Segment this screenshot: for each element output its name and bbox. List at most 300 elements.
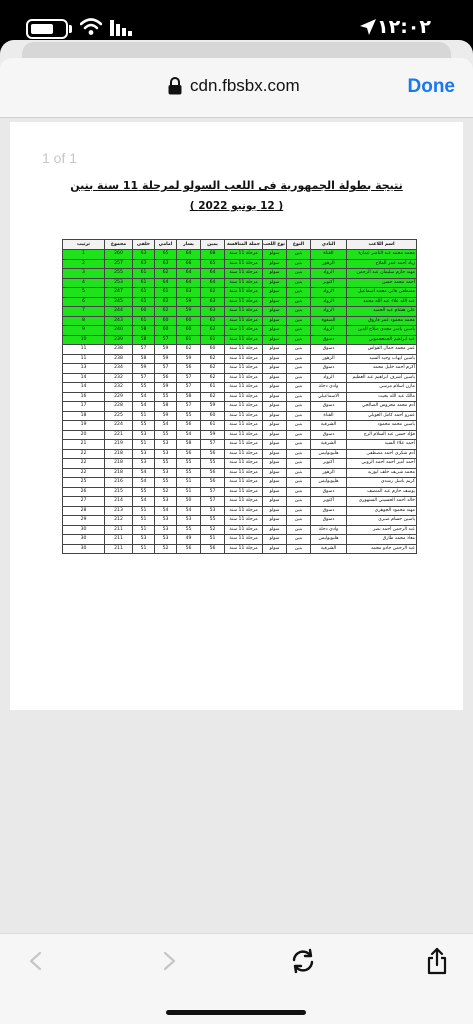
share-icon (426, 947, 448, 975)
table-cell: 13 (63, 364, 105, 374)
table-cell: 58 (133, 335, 155, 345)
table-row (63, 506, 417, 516)
table-cell: الزهور (311, 259, 347, 269)
table-cell: 30 (63, 544, 105, 554)
table-cell: سولو (263, 516, 287, 526)
table-cell: 240 (105, 326, 133, 336)
table-cell: 17 (63, 402, 105, 412)
table-row (63, 335, 417, 345)
table-cell: وادي دجلة (311, 383, 347, 393)
player-name-cell: عبد الله علاء عبد الله محمد (347, 297, 417, 307)
table-cell: 55 (177, 468, 201, 478)
table-cell: مرحلة 11 سنة (225, 383, 263, 393)
table-cell: 58 (177, 440, 201, 450)
table-cell: 55 (201, 459, 225, 469)
column-header: مجموع (105, 240, 133, 250)
table-cell: 56 (177, 449, 201, 459)
table-cell: 51 (177, 478, 201, 488)
table-cell: مرحلة 11 سنة (225, 259, 263, 269)
table-cell: 54 (133, 497, 155, 507)
table-row (63, 468, 417, 478)
table-row (63, 297, 417, 307)
table-cell: 59 (155, 345, 177, 355)
table-cell: 54 (133, 392, 155, 402)
table-cell: بنين (287, 535, 311, 545)
table-cell: 62 (201, 316, 225, 326)
table-cell: 229 (105, 392, 133, 402)
table-cell: 55 (177, 525, 201, 535)
player-name-cell: آدم محمد محروس الصالحي (347, 402, 417, 412)
table-cell: الشرقية (311, 544, 347, 554)
table-row (63, 525, 417, 535)
table-cell: سولو (263, 497, 287, 507)
table-cell: 53 (155, 525, 177, 535)
table-row (63, 354, 417, 364)
table-cell: 56 (201, 468, 225, 478)
table-cell: سولو (263, 259, 287, 269)
player-name-cell: زياد أحمد عمر الملاح (347, 259, 417, 269)
table-cell: 58 (155, 402, 177, 412)
table-cell: 55 (177, 411, 201, 421)
table-cell: بنين (287, 326, 311, 336)
table-cell: سولو (263, 525, 287, 535)
table-cell: 53 (155, 497, 177, 507)
table-cell: 57 (133, 373, 155, 383)
table-cell: 57 (201, 440, 225, 450)
table-cell: 60 (177, 316, 201, 326)
table-cell: 57 (155, 335, 177, 345)
table-cell: 53 (155, 468, 177, 478)
table-cell: 215 (105, 487, 133, 497)
table-cell: 25 (63, 478, 105, 488)
table-row (63, 250, 417, 260)
table-cell: بنين (287, 354, 311, 364)
player-name-cell: عبد ابراهيم الجمعجموني (347, 335, 417, 345)
table-cell: 59 (177, 307, 201, 317)
table-cell: مرحلة 11 سنة (225, 250, 263, 260)
table-cell: سولو (263, 345, 287, 355)
table-cell: 62 (201, 354, 225, 364)
table-cell: بنين (287, 288, 311, 298)
table-cell: 1 (63, 250, 105, 260)
table-cell: 59 (177, 297, 201, 307)
table-row (63, 383, 417, 393)
table-cell: مرحلة 11 سنة (225, 459, 263, 469)
player-name-cell: كريم باسل رشدي (347, 478, 417, 488)
table-row (63, 269, 417, 279)
player-name-cell: معاذ محمد طارق (347, 535, 417, 545)
table-cell: أكتوبر (311, 497, 347, 507)
table-cell: 257 (105, 259, 133, 269)
table-cell: 54 (133, 478, 155, 488)
table-cell: هليوبوليس (311, 478, 347, 488)
table-cell: 224 (105, 421, 133, 431)
table-cell: 61 (201, 335, 225, 345)
table-cell: بنين (287, 345, 311, 355)
table-cell: 62 (155, 269, 177, 279)
table-cell: 221 (105, 430, 133, 440)
player-name-cell: محمد شريف خلف ابوزيد (347, 468, 417, 478)
table-cell: مرحلة 11 سنة (225, 316, 263, 326)
table-row (63, 478, 417, 488)
table-cell: بنين (287, 468, 311, 478)
table-cell: 53 (133, 430, 155, 440)
table-cell: 51 (133, 411, 155, 421)
table-row (63, 373, 417, 383)
column-header: امامي (155, 240, 177, 250)
table-cell: مرحلة 11 سنة (225, 478, 263, 488)
table-cell: 14 (63, 383, 105, 393)
table-cell: مرحلة 11 سنة (225, 516, 263, 526)
table-cell: 59 (201, 402, 225, 412)
player-name-cell: ياسين أشرف ابراهيم عبد العظيم (347, 373, 417, 383)
table-cell: 65 (201, 259, 225, 269)
table-cell: 53 (133, 535, 155, 545)
table-row (63, 449, 417, 459)
player-name-cell: أكرم أحمد خليل محمد (347, 364, 417, 374)
player-name-cell: فؤاد حسن عبد السلام الزج (347, 430, 417, 440)
table-cell: بنين (287, 383, 311, 393)
table-cell: مرحلة 11 سنة (225, 421, 263, 431)
table-cell: 234 (105, 364, 133, 374)
table-cell: 64 (201, 278, 225, 288)
table-cell: 22 (63, 459, 105, 469)
table-cell: 51 (133, 506, 155, 516)
table-cell: 61 (201, 421, 225, 431)
table-cell: 55 (155, 430, 177, 440)
table-cell: 53 (133, 449, 155, 459)
signal-icon (110, 20, 134, 36)
table-cell: 68 (201, 250, 225, 260)
column-header: النادي (311, 240, 347, 250)
table-cell: 55 (133, 487, 155, 497)
table-cell: مرحلة 11 سنة (225, 364, 263, 374)
table-cell: 62 (201, 392, 225, 402)
table-cell: 52 (155, 544, 177, 554)
table-cell: 54 (177, 430, 201, 440)
table-cell: 59 (155, 383, 177, 393)
player-name-cell: عبد الرحمن أحمد نصر (347, 525, 417, 535)
table-cell: دسوق (311, 402, 347, 412)
table-cell: 51 (201, 535, 225, 545)
battery-tip (69, 25, 72, 33)
table-cell: سولو (263, 487, 287, 497)
table-cell: 59 (155, 411, 177, 421)
table-cell: بنين (287, 440, 311, 450)
player-name-cell: مازن اسلام مرسي (347, 383, 417, 393)
table-cell: 62 (201, 373, 225, 383)
url-bar[interactable] (168, 76, 300, 96)
table-cell: 53 (155, 440, 177, 450)
player-name-cell: مهند حازم سليمان عبد الرحمن (347, 269, 417, 279)
table-cell: 216 (105, 478, 133, 488)
table-cell: 56 (201, 478, 225, 488)
table-cell: 218 (105, 449, 133, 459)
table-cell: 56 (155, 373, 177, 383)
table-row (63, 459, 417, 469)
table-cell: 14 (63, 373, 105, 383)
table-row (63, 259, 417, 269)
table-cell: 28 (63, 506, 105, 516)
table-cell: بنين (287, 411, 311, 421)
table-cell: 62 (155, 307, 177, 317)
table-cell: 51 (133, 544, 155, 554)
player-name-cell: عمرو أحمد كامل العويلي (347, 411, 417, 421)
table-cell: 56 (177, 364, 201, 374)
table-cell: 55 (177, 459, 201, 469)
table-cell: 59 (133, 364, 155, 374)
table-cell: 16 (63, 392, 105, 402)
chevron-left-icon (28, 951, 42, 971)
table-cell: 10 (63, 335, 105, 345)
table-cell: مرحلة 11 سنة (225, 354, 263, 364)
table-cell: مرحلة 11 سنة (225, 449, 263, 459)
table-cell: 21 (63, 440, 105, 450)
table-cell: سولو (263, 373, 287, 383)
table-cell: سولو (263, 392, 287, 402)
table-cell: سولو (263, 316, 287, 326)
table-cell: 58 (133, 354, 155, 364)
table-cell: 218 (105, 468, 133, 478)
table-cell: 255 (105, 269, 133, 279)
table-cell: 239 (105, 335, 133, 345)
table-cell: مرحلة 11 سنة (225, 278, 263, 288)
table-cell: مرحلة 11 سنة (225, 373, 263, 383)
table-cell: الشرقية (311, 440, 347, 450)
table-cell: 56 (177, 544, 201, 554)
table-cell: 54 (133, 402, 155, 412)
table-cell: الرواد (311, 288, 347, 298)
table-cell: 60 (133, 307, 155, 317)
table-cell: 53 (201, 506, 225, 516)
table-cell: القناة (311, 250, 347, 260)
table-cell: 22 (63, 468, 105, 478)
table-cell: مرحلة 11 سنة (225, 487, 263, 497)
column-header: يسار (177, 240, 201, 250)
table-cell: 6 (63, 297, 105, 307)
table-cell: سولو (263, 544, 287, 554)
table-cell: دسوق (311, 345, 347, 355)
table-cell: 61 (133, 297, 155, 307)
table-cell: 66 (177, 259, 201, 269)
table-header-row (63, 240, 417, 250)
table-cell: سولو (263, 326, 287, 336)
table-cell: 64 (155, 278, 177, 288)
table-cell: أكتوبر (311, 459, 347, 469)
table-cell: 211 (105, 535, 133, 545)
table-cell: سولو (263, 440, 287, 450)
table-cell: 244 (105, 307, 133, 317)
table-cell: سولو (263, 307, 287, 317)
table-cell: 247 (105, 288, 133, 298)
table-row (63, 487, 417, 497)
table-cell: 62 (177, 345, 201, 355)
table-cell: الشرقية (311, 421, 347, 431)
table-cell: 63 (133, 259, 155, 269)
table-cell: 60 (177, 326, 201, 336)
results-table (62, 239, 417, 554)
table-cell: 30 (63, 535, 105, 545)
table-cell: سولو (263, 449, 287, 459)
table-cell: 63 (177, 288, 201, 298)
player-name-cell: يوسف حازم عبد المنصف (347, 487, 417, 497)
reload-icon (290, 948, 316, 974)
table-cell: 64 (177, 278, 201, 288)
table-cell: سولو (263, 297, 287, 307)
table-cell: 260 (105, 250, 133, 260)
table-row (63, 345, 417, 355)
table-row (63, 544, 417, 554)
table-cell: 18 (63, 411, 105, 421)
url-text: cdn.fbsbx.com (190, 76, 300, 95)
table-cell: 51 (133, 516, 155, 526)
table-cell: 29 (63, 516, 105, 526)
table-cell: مرحلة 11 سنة (225, 525, 263, 535)
player-name-cell: ياسين محمد محمود (347, 421, 417, 431)
chevron-right-icon (163, 951, 177, 971)
table-row (63, 440, 417, 450)
table-cell: سولو (263, 354, 287, 364)
table-cell: 54 (155, 421, 177, 431)
table-cell: القناة (311, 411, 347, 421)
document-viewer[interactable] (0, 118, 473, 933)
table-cell: مرحلة 11 سنة (225, 440, 263, 450)
table-cell: سولو (263, 468, 287, 478)
table-cell: سولو (263, 402, 287, 412)
table-cell: 243 (105, 316, 133, 326)
table-cell: سولو (263, 269, 287, 279)
player-name-cell: محمد محمود عمر فاروق (347, 316, 417, 326)
table-cell: 62 (201, 326, 225, 336)
table-cell: الرواد (311, 297, 347, 307)
column-header: يمين (201, 240, 225, 250)
table-cell: بنين (287, 335, 311, 345)
table-cell: 53 (155, 516, 177, 526)
table-cell: 213 (105, 506, 133, 516)
table-cell: سولو (263, 383, 287, 393)
player-name-cell: عبد الرحمن جادو محمد (347, 544, 417, 554)
table-cell: 54 (133, 468, 155, 478)
table-cell: 59 (155, 354, 177, 364)
table-cell: مرحلة 11 سنة (225, 430, 263, 440)
table-cell: 62 (155, 297, 177, 307)
table-cell: 245 (105, 297, 133, 307)
table-cell: بنين (287, 459, 311, 469)
table-cell: 27 (63, 497, 105, 507)
table-cell: بنين (287, 392, 311, 402)
table-cell: وادي دجلة (311, 525, 347, 535)
table-cell: 20 (63, 430, 105, 440)
table-cell: مرحلة 11 سنة (225, 297, 263, 307)
table-cell: 61 (155, 288, 177, 298)
table-row (63, 278, 417, 288)
status-time: ١٢:٠٢ (377, 16, 431, 38)
table-cell: 61 (201, 383, 225, 393)
table-cell: مرحلة 11 سنة (225, 544, 263, 554)
table-cell: مرحلة 11 سنة (225, 307, 263, 317)
table-cell: 55 (133, 421, 155, 431)
share-button[interactable] (422, 946, 452, 976)
table-cell: بنين (287, 402, 311, 412)
player-name-cell: عمر محمد جمال القواس (347, 345, 417, 355)
table-cell: 59 (201, 430, 225, 440)
table-cell: 55 (155, 459, 177, 469)
table-cell: 19 (63, 421, 105, 431)
back-button[interactable] (20, 946, 50, 976)
table-cell: 253 (105, 278, 133, 288)
page-indicator: 1 of 1 (42, 150, 78, 166)
table-cell: دسوق (311, 335, 347, 345)
table-cell: 55 (133, 383, 155, 393)
table-cell: بنين (287, 316, 311, 326)
table-cell: سولو (263, 478, 287, 488)
table-cell: سولو (263, 430, 287, 440)
table-cell: 56 (201, 449, 225, 459)
done-button[interactable]: Done (407, 76, 455, 97)
table-cell: مرحلة 11 سنة (225, 326, 263, 336)
table-cell: 3 (63, 269, 105, 279)
table-cell: 228 (105, 402, 133, 412)
table-cell: 211 (105, 525, 133, 535)
table-cell: 232 (105, 373, 133, 383)
table-cell: أكتوبر (311, 278, 347, 288)
table-cell: 62 (201, 288, 225, 298)
table-cell: 30 (63, 525, 105, 535)
table-cell: بنين (287, 278, 311, 288)
table-cell: 57 (177, 383, 201, 393)
table-cell: الزهور (311, 354, 347, 364)
table-cell: 5 (63, 288, 105, 298)
table-cell: 60 (201, 345, 225, 355)
table-cell: 51 (133, 525, 155, 535)
table-cell: بنين (287, 259, 311, 269)
table-cell: 54 (155, 506, 177, 516)
player-name-cell: ياسين حسام صبري (347, 516, 417, 526)
player-name-cell: أحمد أمير أحمد أحمد الروبي (347, 459, 417, 469)
table-cell: 61 (177, 335, 201, 345)
column-header: جملة المنافسة (225, 240, 263, 250)
table-cell: 53 (133, 459, 155, 469)
player-name-cell: أحمد علاء السيد (347, 440, 417, 450)
table-cell: سولو (263, 459, 287, 469)
reload-button[interactable] (288, 946, 318, 976)
table-cell: 214 (105, 497, 133, 507)
table-cell: 50 (177, 497, 201, 507)
table-row (63, 535, 417, 545)
table-cell: سولو (263, 278, 287, 288)
table-cell: مرحلة 11 سنة (225, 345, 263, 355)
table-body (63, 250, 417, 554)
table-cell: دسوق (311, 506, 347, 516)
table-cell: الصفوة (311, 316, 347, 326)
table-cell: الرواد (311, 307, 347, 317)
forward-button[interactable] (155, 946, 185, 976)
home-indicator (166, 1010, 306, 1015)
column-header: النوع (287, 240, 311, 250)
table-cell: بنين (287, 250, 311, 260)
table-cell: مرحلة 11 سنة (225, 392, 263, 402)
table-row (63, 430, 417, 440)
table-cell: 60 (155, 326, 177, 336)
table-cell: بنين (287, 449, 311, 459)
table-cell: مرحلة 11 سنة (225, 497, 263, 507)
player-name-cell: علي هشام عبد الحميد (347, 307, 417, 317)
table-row (63, 288, 417, 298)
table-cell: 54 (177, 506, 201, 516)
column-header: خلفي (133, 240, 155, 250)
table-cell: 64 (201, 269, 225, 279)
table-cell: 53 (155, 449, 177, 459)
